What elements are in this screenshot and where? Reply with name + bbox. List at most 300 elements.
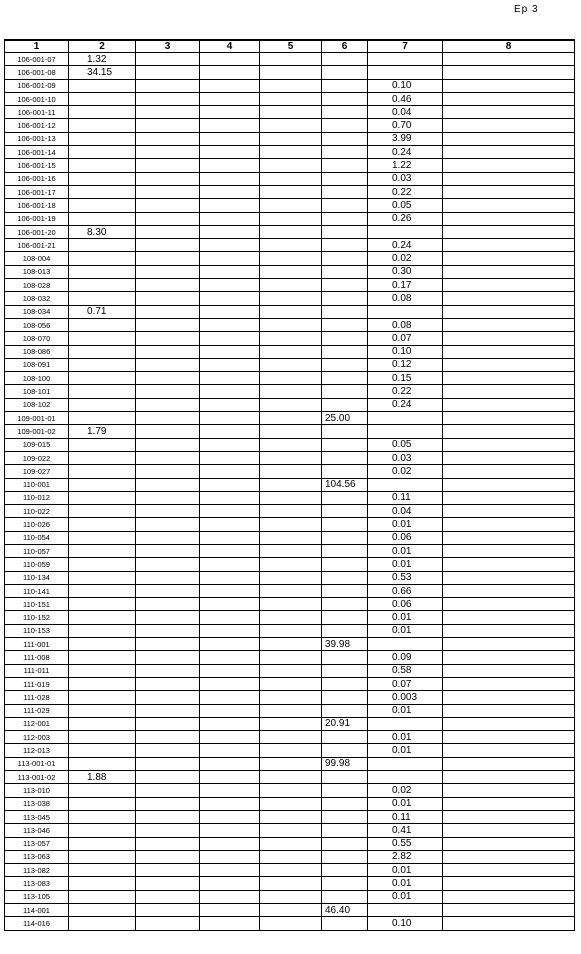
table-cell xyxy=(260,345,322,358)
table-cell xyxy=(260,106,322,119)
table-cell xyxy=(69,664,136,677)
table-cell xyxy=(200,372,260,385)
page-number: Ep 3 xyxy=(514,4,539,15)
table-cell xyxy=(69,491,136,504)
table-cell xyxy=(69,797,136,810)
table-cell xyxy=(322,199,368,212)
table-cell xyxy=(200,850,260,863)
table-cell xyxy=(260,398,322,411)
table-cell xyxy=(443,66,575,79)
table-cell xyxy=(200,717,260,730)
table-cell xyxy=(200,279,260,292)
table-cell xyxy=(368,425,443,438)
table-cell xyxy=(200,332,260,345)
table-cell xyxy=(443,664,575,677)
table-row xyxy=(5,318,575,331)
table-cell: 20.91 xyxy=(322,717,368,730)
table-cell xyxy=(260,890,322,903)
table-cell xyxy=(260,904,322,917)
table-cell xyxy=(443,92,575,105)
table-cell xyxy=(260,877,322,890)
table-cell xyxy=(443,505,575,518)
table-cell xyxy=(200,239,260,252)
table-cell xyxy=(200,584,260,597)
table-cell xyxy=(69,265,136,278)
table-cell xyxy=(443,584,575,597)
table-cell xyxy=(200,677,260,690)
table-cell xyxy=(260,864,322,877)
row-code-cell: 111-008 xyxy=(5,651,69,664)
table-row xyxy=(5,810,575,823)
table-row xyxy=(5,664,575,677)
row-code-cell: 110-059 xyxy=(5,558,69,571)
table-cell xyxy=(368,717,443,730)
row-code-cell: 112-003 xyxy=(5,731,69,744)
table-row xyxy=(5,159,575,172)
table-cell xyxy=(200,305,260,318)
table-cell xyxy=(322,917,368,930)
table-cell xyxy=(200,185,260,198)
table-cell xyxy=(69,146,136,159)
table-cell xyxy=(200,292,260,305)
table-cell xyxy=(322,598,368,611)
table-cell xyxy=(260,265,322,278)
table-cell: 99.98 xyxy=(322,757,368,770)
table-cell xyxy=(443,864,575,877)
row-code-cell: 106-001-20 xyxy=(5,225,69,238)
table-row xyxy=(5,119,575,132)
table-cell xyxy=(136,691,200,704)
table-cell xyxy=(322,212,368,225)
table-cell xyxy=(322,837,368,850)
table-cell xyxy=(200,199,260,212)
row-code-cell: 112-013 xyxy=(5,744,69,757)
table-cell xyxy=(260,92,322,105)
table-cell: 0.01 xyxy=(368,731,443,744)
table-cell xyxy=(443,571,575,584)
table-cell xyxy=(443,345,575,358)
table-cell xyxy=(368,757,443,770)
table-row xyxy=(5,691,575,704)
table-cell xyxy=(69,451,136,464)
table-cell: 1.22 xyxy=(368,159,443,172)
table-cell: 0.04 xyxy=(368,505,443,518)
table-cell xyxy=(443,292,575,305)
table-cell xyxy=(322,810,368,823)
table-row xyxy=(5,544,575,557)
table-cell xyxy=(136,757,200,770)
table-cell xyxy=(69,212,136,225)
table-cell xyxy=(136,92,200,105)
table-cell xyxy=(443,53,575,66)
table-cell xyxy=(136,584,200,597)
table-cell: 0.55 xyxy=(368,837,443,850)
table-cell xyxy=(200,864,260,877)
table-row xyxy=(5,66,575,79)
table-row xyxy=(5,279,575,292)
table-cell xyxy=(136,425,200,438)
row-code-cell: 110-153 xyxy=(5,624,69,637)
table-cell xyxy=(443,837,575,850)
row-code-cell: 110-022 xyxy=(5,505,69,518)
table-cell xyxy=(69,704,136,717)
table-cell xyxy=(322,53,368,66)
table-cell xyxy=(200,425,260,438)
table-cell xyxy=(260,66,322,79)
table-cell xyxy=(136,877,200,890)
table-cell: 0.10 xyxy=(368,79,443,92)
table-row xyxy=(5,106,575,119)
table-cell xyxy=(260,119,322,132)
table-cell xyxy=(322,292,368,305)
table-cell xyxy=(260,212,322,225)
table-cell xyxy=(136,917,200,930)
table-cell xyxy=(200,398,260,411)
row-code-cell: 113-057 xyxy=(5,837,69,850)
column-header: 5 xyxy=(260,40,322,53)
table-row xyxy=(5,531,575,544)
table-row xyxy=(5,784,575,797)
table-row xyxy=(5,771,575,784)
row-code-cell: 108-102 xyxy=(5,398,69,411)
table-cell xyxy=(200,558,260,571)
table-cell: 0.02 xyxy=(368,784,443,797)
table-cell xyxy=(443,638,575,651)
table-cell xyxy=(322,744,368,757)
table-cell xyxy=(260,465,322,478)
row-code-cell: 108-086 xyxy=(5,345,69,358)
table-cell xyxy=(200,518,260,531)
table-cell xyxy=(69,119,136,132)
table-cell xyxy=(260,438,322,451)
table-cell xyxy=(69,358,136,371)
table-cell xyxy=(260,451,322,464)
table-row xyxy=(5,651,575,664)
table-row xyxy=(5,438,575,451)
table-row xyxy=(5,797,575,810)
table-cell xyxy=(260,731,322,744)
table-cell xyxy=(443,119,575,132)
table-cell xyxy=(136,664,200,677)
table-cell xyxy=(136,412,200,425)
table-cell: 0.58 xyxy=(368,664,443,677)
table-cell xyxy=(322,864,368,877)
table-cell xyxy=(136,398,200,411)
table-row xyxy=(5,824,575,837)
table-cell xyxy=(260,132,322,145)
table-cell xyxy=(260,691,322,704)
table-cell xyxy=(322,132,368,145)
table-cell xyxy=(260,239,322,252)
table-row xyxy=(5,677,575,690)
row-code-cell: 108-056 xyxy=(5,318,69,331)
table-cell xyxy=(200,159,260,172)
table-cell xyxy=(443,279,575,292)
table-row xyxy=(5,850,575,863)
table-cell xyxy=(322,584,368,597)
table-cell: 0.30 xyxy=(368,265,443,278)
table-cell xyxy=(69,784,136,797)
table-cell xyxy=(136,305,200,318)
table-cell xyxy=(200,531,260,544)
table-row xyxy=(5,451,575,464)
column-header: 6 xyxy=(322,40,368,53)
table-cell xyxy=(69,571,136,584)
table-cell: 0.08 xyxy=(368,318,443,331)
table-row xyxy=(5,132,575,145)
table-row xyxy=(5,79,575,92)
table-cell xyxy=(69,850,136,863)
table-cell xyxy=(443,185,575,198)
table-cell xyxy=(322,531,368,544)
table-row xyxy=(5,877,575,890)
table-cell xyxy=(322,624,368,637)
table-cell xyxy=(69,159,136,172)
table-cell: 0.01 xyxy=(368,744,443,757)
table-cell xyxy=(136,518,200,531)
row-code-cell: 111-001 xyxy=(5,638,69,651)
table-cell xyxy=(69,185,136,198)
table-row xyxy=(5,372,575,385)
table-cell: 34.15 xyxy=(69,66,136,79)
table-row xyxy=(5,491,575,504)
table-cell xyxy=(69,106,136,119)
row-code-cell: 106-001-18 xyxy=(5,199,69,212)
table-cell xyxy=(136,132,200,145)
table-cell xyxy=(200,651,260,664)
table-cell xyxy=(260,518,322,531)
table-cell xyxy=(136,797,200,810)
table-cell xyxy=(200,451,260,464)
table-cell xyxy=(322,651,368,664)
row-code-cell: 110-026 xyxy=(5,518,69,531)
table-cell xyxy=(69,558,136,571)
table-cell xyxy=(136,544,200,557)
table-cell xyxy=(322,79,368,92)
row-code-cell: 108-100 xyxy=(5,372,69,385)
table-cell xyxy=(136,837,200,850)
table-row xyxy=(5,53,575,66)
table-cell: 1.88 xyxy=(69,771,136,784)
table-cell xyxy=(69,890,136,903)
table-cell xyxy=(69,877,136,890)
table-row xyxy=(5,584,575,597)
table-cell: 0.05 xyxy=(368,438,443,451)
row-code-cell: 106-001-16 xyxy=(5,172,69,185)
table-cell xyxy=(322,318,368,331)
row-code-cell: 113-105 xyxy=(5,890,69,903)
table-row xyxy=(5,212,575,225)
table-cell xyxy=(136,677,200,690)
table-cell xyxy=(260,505,322,518)
table-cell xyxy=(69,438,136,451)
table-cell xyxy=(322,185,368,198)
table-cell xyxy=(200,225,260,238)
table-cell xyxy=(200,79,260,92)
table-cell xyxy=(200,904,260,917)
table-cell xyxy=(443,797,575,810)
table-cell: 0.09 xyxy=(368,651,443,664)
table-row xyxy=(5,904,575,917)
table-cell xyxy=(260,318,322,331)
table-cell xyxy=(200,571,260,584)
table-cell xyxy=(260,79,322,92)
table-cell: 0.24 xyxy=(368,398,443,411)
table-cell xyxy=(443,518,575,531)
table-cell xyxy=(260,797,322,810)
table-cell xyxy=(443,172,575,185)
table-cell xyxy=(443,624,575,637)
table-cell xyxy=(136,558,200,571)
table-cell xyxy=(200,704,260,717)
table-cell xyxy=(200,544,260,557)
table-cell xyxy=(136,890,200,903)
table-cell xyxy=(136,53,200,66)
table-cell xyxy=(260,252,322,265)
table-row xyxy=(5,465,575,478)
row-code-cell: 106-001-15 xyxy=(5,159,69,172)
table-cell xyxy=(260,491,322,504)
table-cell xyxy=(136,784,200,797)
table-cell xyxy=(260,717,322,730)
table-cell xyxy=(136,624,200,637)
table-cell xyxy=(136,385,200,398)
row-code-cell: 106-001-09 xyxy=(5,79,69,92)
table-cell xyxy=(260,704,322,717)
table-cell xyxy=(443,146,575,159)
table-cell xyxy=(136,279,200,292)
table-row xyxy=(5,704,575,717)
table-cell xyxy=(443,252,575,265)
row-code-cell: 108-034 xyxy=(5,305,69,318)
table-cell xyxy=(136,438,200,451)
table-cell xyxy=(322,385,368,398)
table-cell: 0.02 xyxy=(368,465,443,478)
row-code-cell: 108-091 xyxy=(5,358,69,371)
row-code-cell: 113-082 xyxy=(5,864,69,877)
table-cell: 46.40 xyxy=(322,904,368,917)
table-cell: 3.99 xyxy=(368,132,443,145)
table-cell xyxy=(200,106,260,119)
row-code-cell: 114-001 xyxy=(5,904,69,917)
table-cell xyxy=(443,305,575,318)
table-cell xyxy=(200,624,260,637)
table-cell xyxy=(322,146,368,159)
table-row xyxy=(5,837,575,850)
table-cell xyxy=(200,212,260,225)
table-cell: 0.46 xyxy=(368,92,443,105)
table-cell xyxy=(260,651,322,664)
table-cell xyxy=(136,731,200,744)
table-cell xyxy=(200,731,260,744)
table-cell xyxy=(443,425,575,438)
table-cell xyxy=(69,544,136,557)
table-cell xyxy=(136,505,200,518)
table-cell: 0.01 xyxy=(368,797,443,810)
table-cell xyxy=(260,531,322,544)
row-code-cell: 113-010 xyxy=(5,784,69,797)
table-cell xyxy=(200,771,260,784)
table-row xyxy=(5,571,575,584)
table-cell xyxy=(322,252,368,265)
table-cell xyxy=(322,491,368,504)
table-cell xyxy=(136,465,200,478)
row-code-cell: 109-001-01 xyxy=(5,412,69,425)
table-cell xyxy=(443,824,575,837)
table-cell xyxy=(322,611,368,624)
table-cell: 0.24 xyxy=(368,146,443,159)
table-row xyxy=(5,172,575,185)
table-cell: 0.66 xyxy=(368,584,443,597)
table-cell xyxy=(260,611,322,624)
table-cell xyxy=(200,797,260,810)
table-cell xyxy=(69,917,136,930)
row-code-cell: 106-001-08 xyxy=(5,66,69,79)
column-header: 8 xyxy=(443,40,575,53)
table-cell xyxy=(69,372,136,385)
table-cell: 0.04 xyxy=(368,106,443,119)
table-body xyxy=(5,53,575,931)
table-cell xyxy=(200,92,260,105)
table-cell xyxy=(69,199,136,212)
row-code-cell: 109-015 xyxy=(5,438,69,451)
row-code-cell: 113-046 xyxy=(5,824,69,837)
row-code-cell: 106-001-07 xyxy=(5,53,69,66)
table-cell xyxy=(322,225,368,238)
table-cell xyxy=(136,717,200,730)
table-cell xyxy=(322,558,368,571)
table-cell xyxy=(443,239,575,252)
table-cell xyxy=(260,677,322,690)
row-code-cell: 106-001-14 xyxy=(5,146,69,159)
table-cell xyxy=(136,345,200,358)
table-cell xyxy=(260,824,322,837)
table-cell xyxy=(136,252,200,265)
table-cell xyxy=(136,358,200,371)
table-row xyxy=(5,199,575,212)
table-cell xyxy=(443,199,575,212)
table-cell xyxy=(69,398,136,411)
table-cell xyxy=(260,425,322,438)
row-code-cell: 106-001-21 xyxy=(5,239,69,252)
table-cell xyxy=(368,412,443,425)
row-code-cell: 108-101 xyxy=(5,385,69,398)
table-cell: 25.00 xyxy=(322,412,368,425)
table-cell xyxy=(69,824,136,837)
table-cell xyxy=(260,332,322,345)
table-cell xyxy=(443,784,575,797)
table-cell xyxy=(69,239,136,252)
table-cell xyxy=(322,784,368,797)
table-cell xyxy=(443,438,575,451)
row-code-cell: 108-032 xyxy=(5,292,69,305)
table-cell xyxy=(443,917,575,930)
table-cell xyxy=(69,79,136,92)
table-cell xyxy=(322,159,368,172)
column-header: 1 xyxy=(5,40,69,53)
table-cell xyxy=(69,717,136,730)
table-cell xyxy=(260,53,322,66)
table-cell xyxy=(69,478,136,491)
table-row xyxy=(5,624,575,637)
data-table xyxy=(4,39,575,931)
table-cell: 39.98 xyxy=(322,638,368,651)
table-cell xyxy=(322,358,368,371)
table-cell xyxy=(322,571,368,584)
row-code-cell: 108-013 xyxy=(5,265,69,278)
row-code-cell: 112-001 xyxy=(5,717,69,730)
table-cell: 0.003 xyxy=(368,691,443,704)
